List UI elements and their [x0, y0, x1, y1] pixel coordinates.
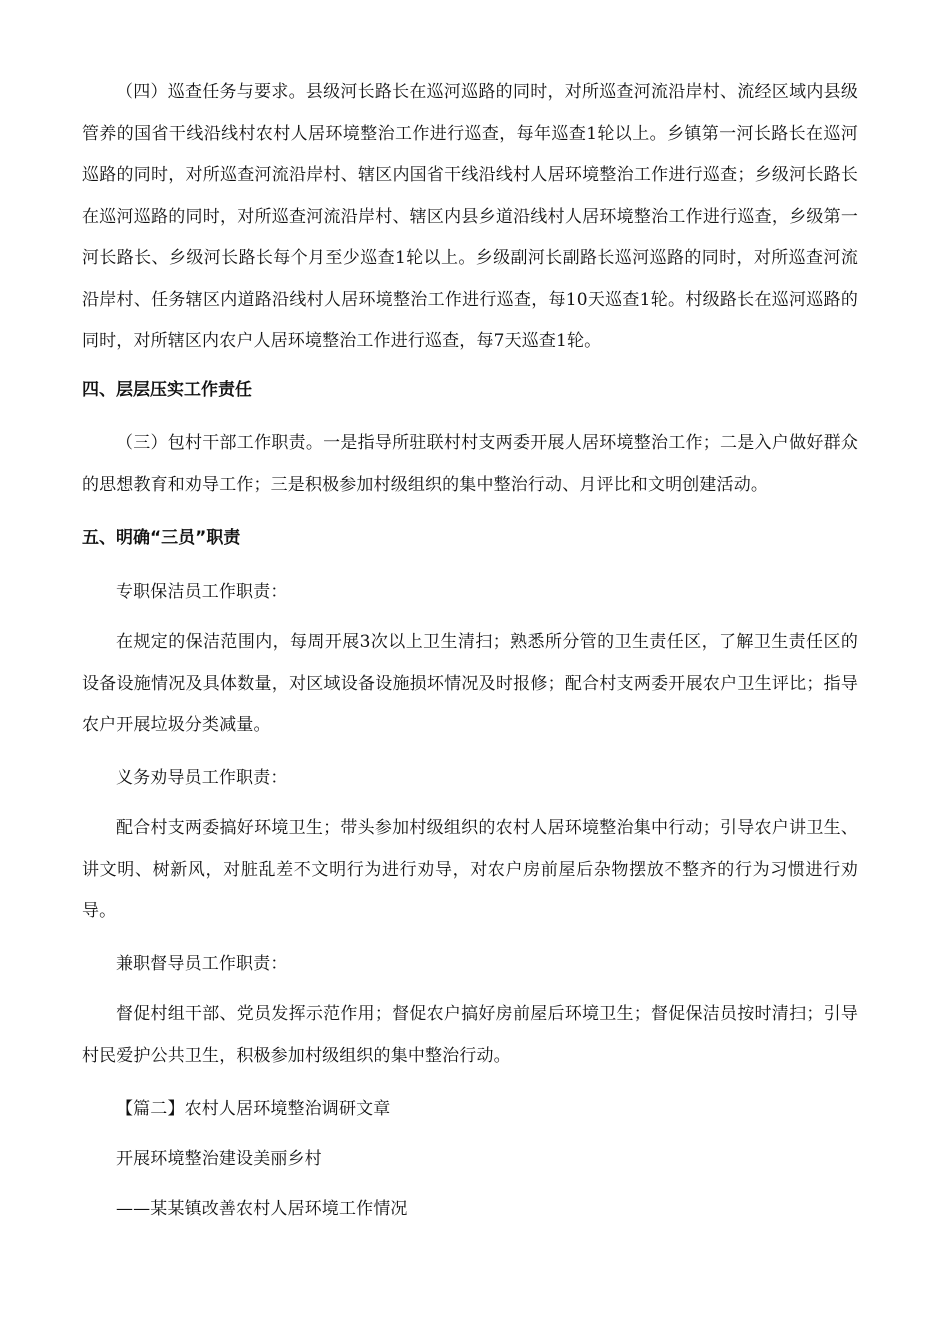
supervisor-duties-title: 兼职督导员工作职责：	[116, 954, 288, 974]
supervisor-duties-body: 督促村组干部、党员发挥示范作用；督促农户搞好房前屋后环境卫生；督促保洁员按时清扫；引导村民爱护公共卫生，积极参加村级组织的集中整治行动。	[82, 1004, 858, 1066]
paragraph-patrol-requirements: （四）巡查任务与要求。县级河长路长在巡河巡路的同时，对所巡查河流沿岸村、流经区域内县级管养的国省干线沿线村农村人居环境整治工作进行巡查，每年巡查1轮以上。乡镇第一河长路长在巡河巡路的同时，对所巡查河流沿岸村、辖区内国省干线沿线村人居环境整治工作进行巡查；乡级河长路长在巡河巡路的同时，对所巡查河流沿岸村、辖区内县乡道沿线村人居环境整治工作进行巡查，乡级第一河长路长、乡级河长路长每个月至少巡查1轮以上。乡级副河长副路长巡河巡路的同时，对所巡查河流沿岸村、任务辖区内道路沿线村人居环境整治工作进行巡查，每10天巡查1轮。村级路长在巡河巡路的同时，对所辖区内农户人居环境整治工作进行巡查，每7天巡查1轮。	[82, 82, 858, 351]
section-heading-responsibility: 四、层层压实工作责任	[82, 380, 252, 400]
advisor-duties-body: 配合村支两委搞好环境卫生；带头参加村级组织的农村人居环境整治集中行动；引导农户讲卫生、讲文明、树新风，对脏乱差不文明行为进行劝导，对农户房前屋后杂物摆放不整齐的行为习惯进行劝导。	[82, 818, 858, 921]
article-two-label: 【篇二】农村人居环境整治调研文章	[116, 1099, 391, 1119]
article-two-title: 开展环境整治建设美丽乡村	[116, 1149, 322, 1169]
section-heading-three-roles: 五、明确“三员”职责	[82, 528, 241, 548]
paragraph-village-cadre-duties: （三）包村干部工作职责。一是指导所驻联村村支两委开展人居环境整治工作；二是入户做好群众的思想教育和劝导工作；三是积极参加村级组织的集中整治行动、月评比和文明创建活动。	[82, 433, 858, 495]
cleaner-duties-title: 专职保洁员工作职责：	[116, 582, 288, 602]
cleaner-duties-body: 在规定的保洁范围内，每周开展3次以上卫生清扫；熟悉所分管的卫生责任区，了解卫生责任区的设备设施情况及具体数量，对区域设备设施损坏情况及时报修；配合村支两委开展农户卫生评比；指导农户开展垃圾分类减量。	[82, 632, 858, 735]
article-two-subtitle: ——某某镇改善农村人居环境工作情况	[116, 1199, 408, 1219]
advisor-duties-title: 义务劝导员工作职责：	[116, 768, 288, 788]
